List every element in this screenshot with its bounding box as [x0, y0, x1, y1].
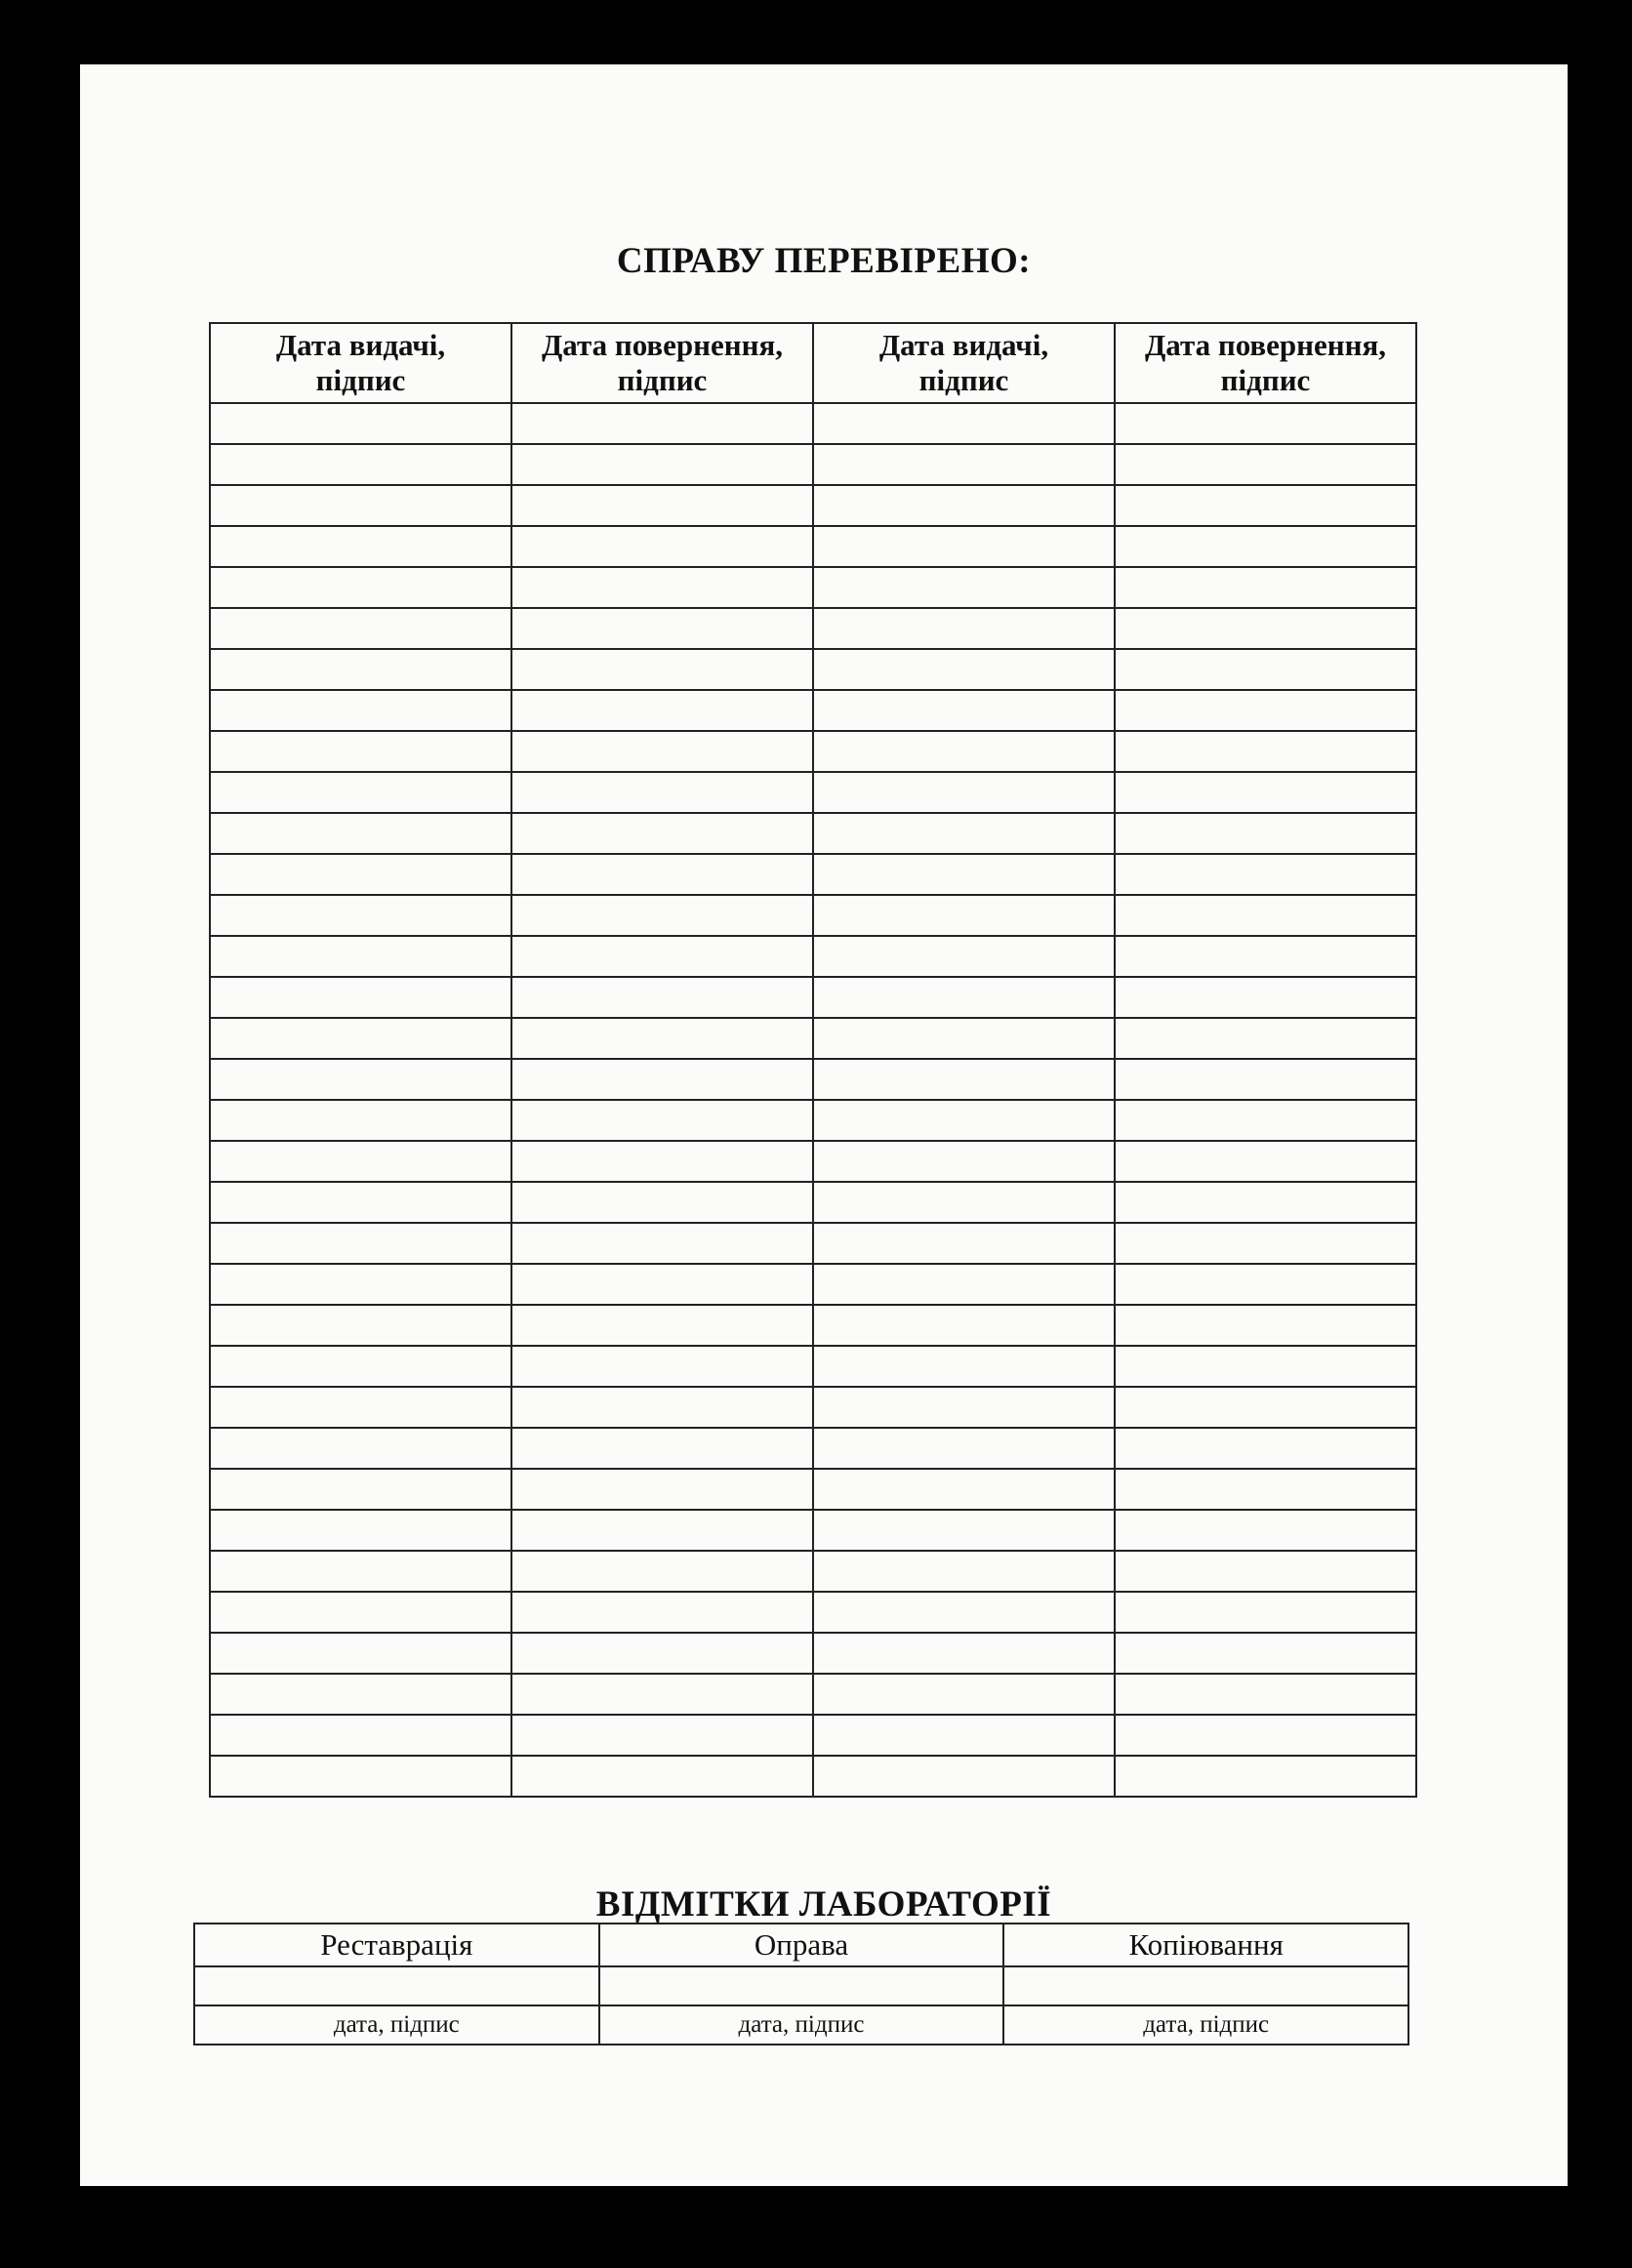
checkout-table-cell: [210, 649, 511, 690]
checkout-table-cell: [210, 1551, 511, 1592]
checkout-table-cell: [210, 936, 511, 977]
checkout-table-cell: [511, 1551, 813, 1592]
checkout-table-cell: [813, 444, 1115, 485]
checkout-table-cell: [210, 1182, 511, 1223]
checkout-table-cell: [511, 854, 813, 895]
checkout-table-cell: [813, 1223, 1115, 1264]
checkout-table-row: [210, 1469, 1416, 1510]
header-copying: Копіювання: [1003, 1924, 1408, 1966]
checkout-table-cell: [1115, 649, 1416, 690]
checkout-table-cell: [1115, 854, 1416, 895]
checkout-table-cell: [813, 1182, 1115, 1223]
checkout-table-row: [210, 895, 1416, 936]
checkout-table: [209, 322, 1417, 1798]
checkout-table-cell: [1115, 485, 1416, 526]
checkout-table-row: [210, 1551, 1416, 1592]
checkout-table-row: [210, 1592, 1416, 1633]
checkout-table-cell: [1115, 608, 1416, 649]
header-binding: Оправа: [599, 1924, 1004, 1966]
checkout-table-row: [210, 444, 1416, 485]
checkout-table-cell: [210, 1674, 511, 1715]
checkout-table-row: [210, 1674, 1416, 1715]
checkout-table-body: [210, 403, 1416, 1797]
checkout-table-cell: [1115, 526, 1416, 567]
checkout-table-cell: [511, 690, 813, 731]
checkout-table-cell: [210, 567, 511, 608]
checkout-table-cell: [511, 1428, 813, 1469]
checkout-table-cell: [813, 485, 1115, 526]
checkout-table-cell: [511, 403, 813, 444]
checkout-table-cell: [813, 895, 1115, 936]
checkout-table-cell: [210, 485, 511, 526]
checkout-table-cell: [511, 1264, 813, 1305]
checkout-table-cell: [210, 1264, 511, 1305]
checkout-table-cell: [1115, 772, 1416, 813]
checkout-table-cell: [511, 485, 813, 526]
checkout-table-cell: [813, 1387, 1115, 1428]
checkout-table-cell: [813, 403, 1115, 444]
checkout-table-cell: [511, 895, 813, 936]
checkout-table-cell: [813, 1305, 1115, 1346]
lab-table-footer-row: [194, 2005, 1408, 2045]
checkout-table-cell: [210, 403, 511, 444]
checkout-table-row: [210, 403, 1416, 444]
checkout-table-row: [210, 567, 1416, 608]
checkout-table-cell: [813, 1510, 1115, 1551]
checkout-table-cell: [511, 1469, 813, 1510]
checkout-table-cell: [511, 977, 813, 1018]
checkout-table-row: [210, 1264, 1416, 1305]
checkout-table-cell: [1115, 1059, 1416, 1100]
checkout-table-cell: [210, 1715, 511, 1756]
checkout-table-row: [210, 1182, 1416, 1223]
checkout-table-cell: [1115, 1223, 1416, 1264]
document-page: [80, 64, 1568, 2186]
checkout-table-cell: [813, 936, 1115, 977]
checkout-table-cell: [813, 526, 1115, 567]
checkout-table-cell: [813, 1346, 1115, 1387]
checkout-table-row: [210, 1428, 1416, 1469]
checkout-table-cell: [813, 1715, 1115, 1756]
checkout-table-cell: [210, 1346, 511, 1387]
checkout-table-cell: [1115, 1387, 1416, 1428]
checkout-table-cell: [210, 1469, 511, 1510]
checkout-table-cell: [210, 813, 511, 854]
checkout-table-cell: [813, 731, 1115, 772]
checkout-table-cell: [813, 1428, 1115, 1469]
checkout-table-row: [210, 1223, 1416, 1264]
checkout-table-cell: [1115, 1100, 1416, 1141]
checkout-table-cell: [1115, 1346, 1416, 1387]
checkout-table-cell: [210, 1305, 511, 1346]
checkout-table-cell: [1115, 567, 1416, 608]
checkout-table-cell: [210, 1141, 511, 1182]
checkout-table-cell: [210, 731, 511, 772]
checkout-table-cell: [511, 772, 813, 813]
checkout-table-cell: [511, 1346, 813, 1387]
checkout-table-cell: [511, 567, 813, 608]
checkout-table-cell: [511, 1305, 813, 1346]
checkout-table-cell: [210, 1059, 511, 1100]
header-return-date-2: Дата повернення, підпис: [1115, 323, 1416, 403]
checkout-table-cell: [1115, 1592, 1416, 1633]
checkout-table-cell: [511, 1756, 813, 1797]
checkout-table-cell: [210, 690, 511, 731]
checkout-table-cell: [813, 1469, 1115, 1510]
checkout-table-cell: [511, 1182, 813, 1223]
checkout-table-cell: [511, 731, 813, 772]
lab-cell-copying: [1003, 1966, 1408, 2005]
checkout-table-cell: [511, 1633, 813, 1674]
checkout-table-cell: [511, 1100, 813, 1141]
checkout-table-cell: [813, 1264, 1115, 1305]
checkout-table-cell: [210, 977, 511, 1018]
checkout-table-cell: [813, 772, 1115, 813]
checkout-table-cell: [210, 772, 511, 813]
checkout-table-row: [210, 485, 1416, 526]
checkout-table-row: [210, 690, 1416, 731]
checkout-table-cell: [210, 1223, 511, 1264]
checkout-table-cell: [1115, 1633, 1416, 1674]
checkout-table-row: [210, 1305, 1416, 1346]
checkout-table-cell: [1115, 1674, 1416, 1715]
checkout-table-row: [210, 1059, 1416, 1100]
checkout-table-row: [210, 1387, 1416, 1428]
checkout-table-cell: [1115, 1715, 1416, 1756]
checkout-table-cell: [1115, 1469, 1416, 1510]
checkout-table-cell: [813, 1100, 1115, 1141]
checkout-table-cell: [210, 1510, 511, 1551]
lab-table-header-row: [194, 1924, 1408, 1966]
checkout-table-cell: [1115, 403, 1416, 444]
checkout-table-cell: [511, 444, 813, 485]
lab-footer-copying: дата, підпис: [1003, 2005, 1408, 2045]
checkout-table-cell: [813, 608, 1115, 649]
page-title: СПРАВУ ПЕРЕВІРЕНО:: [616, 241, 1032, 281]
checkout-table-cell: [511, 1223, 813, 1264]
checkout-table-row: [210, 813, 1416, 854]
checkout-table-cell: [511, 1674, 813, 1715]
checkout-table-row: [210, 1510, 1416, 1551]
checkout-table-cell: [813, 1674, 1115, 1715]
checkout-table-cell: [210, 444, 511, 485]
checkout-table-cell: [1115, 936, 1416, 977]
checkout-table-cell: [210, 895, 511, 936]
checkout-table-cell: [511, 1510, 813, 1551]
lab-cell-restoration: [194, 1966, 599, 2005]
checkout-table-cell: [1115, 1182, 1416, 1223]
header-issue-date-2: Дата видачі, підпис: [813, 323, 1115, 403]
checkout-table-cell: [1115, 1756, 1416, 1797]
checkout-table-row: [210, 608, 1416, 649]
checkout-table-cell: [813, 1633, 1115, 1674]
checkout-table-cell: [1115, 1264, 1416, 1305]
checkout-table-row: [210, 1100, 1416, 1141]
checkout-table-cell: [813, 977, 1115, 1018]
checkout-table-header-row: [210, 323, 1416, 403]
checkout-table-cell: [1115, 1551, 1416, 1592]
checkout-table-cell: [813, 1018, 1115, 1059]
checkout-table-cell: [813, 690, 1115, 731]
checkout-table-row: [210, 1633, 1416, 1674]
checkout-table-cell: [210, 526, 511, 567]
checkout-table-cell: [813, 1141, 1115, 1182]
checkout-table-cell: [511, 1592, 813, 1633]
checkout-table-cell: [1115, 977, 1416, 1018]
checkout-table-cell: [813, 567, 1115, 608]
checkout-table-cell: [511, 1387, 813, 1428]
checkout-table-cell: [813, 1551, 1115, 1592]
header-restoration: Реставрація: [194, 1924, 599, 1966]
checkout-table-cell: [1115, 1018, 1416, 1059]
checkout-table-row: [210, 1018, 1416, 1059]
checkout-table-cell: [511, 936, 813, 977]
checkout-table-row: [210, 731, 1416, 772]
checkout-table-cell: [210, 854, 511, 895]
checkout-table-row: [210, 854, 1416, 895]
checkout-table-cell: [813, 813, 1115, 854]
checkout-table-cell: [1115, 444, 1416, 485]
checkout-table-row: [210, 772, 1416, 813]
checkout-table-cell: [210, 1428, 511, 1469]
lab-section-title: ВІДМІТКИ ЛАБОРАТОРІЇ: [595, 1884, 1052, 1924]
checkout-table-cell: [813, 1592, 1115, 1633]
checkout-table-cell: [511, 1018, 813, 1059]
checkout-table-row: [210, 1346, 1416, 1387]
lab-cell-binding: [599, 1966, 1004, 2005]
checkout-table-row: [210, 977, 1416, 1018]
checkout-table-cell: [1115, 731, 1416, 772]
checkout-table-cell: [210, 608, 511, 649]
header-return-date-1: Дата повернення, підпис: [511, 323, 813, 403]
checkout-table-cell: [1115, 813, 1416, 854]
checkout-table-row: [210, 1756, 1416, 1797]
checkout-table-cell: [511, 1059, 813, 1100]
checkout-table-cell: [511, 1141, 813, 1182]
checkout-table-cell: [813, 649, 1115, 690]
checkout-table-cell: [813, 1756, 1115, 1797]
checkout-table-cell: [511, 526, 813, 567]
checkout-table-cell: [210, 1387, 511, 1428]
checkout-table-cell: [210, 1018, 511, 1059]
checkout-table-cell: [1115, 1305, 1416, 1346]
header-issue-date-1: Дата видачі, підпис: [210, 323, 511, 403]
checkout-table-cell: [813, 854, 1115, 895]
checkout-table-cell: [210, 1756, 511, 1797]
checkout-table-cell: [1115, 895, 1416, 936]
checkout-table-row: [210, 1141, 1416, 1182]
checkout-table-cell: [511, 1715, 813, 1756]
checkout-table-cell: [210, 1633, 511, 1674]
checkout-table-row: [210, 526, 1416, 567]
checkout-table-cell: [511, 813, 813, 854]
checkout-table-cell: [210, 1592, 511, 1633]
checkout-table-cell: [1115, 1428, 1416, 1469]
lab-table-blank-row: [194, 1966, 1408, 2005]
checkout-table-cell: [1115, 1141, 1416, 1182]
checkout-table-cell: [1115, 690, 1416, 731]
checkout-table-row: [210, 649, 1416, 690]
checkout-table-cell: [511, 608, 813, 649]
checkout-table-row: [210, 1715, 1416, 1756]
checkout-table-row: [210, 936, 1416, 977]
lab-footer-binding: дата, підпис: [599, 2005, 1004, 2045]
lab-footer-restoration: дата, підпис: [194, 2005, 599, 2045]
checkout-table-cell: [813, 1059, 1115, 1100]
checkout-table-cell: [1115, 1510, 1416, 1551]
checkout-table-cell: [210, 1100, 511, 1141]
lab-table: [193, 1923, 1409, 2045]
checkout-table-cell: [511, 649, 813, 690]
